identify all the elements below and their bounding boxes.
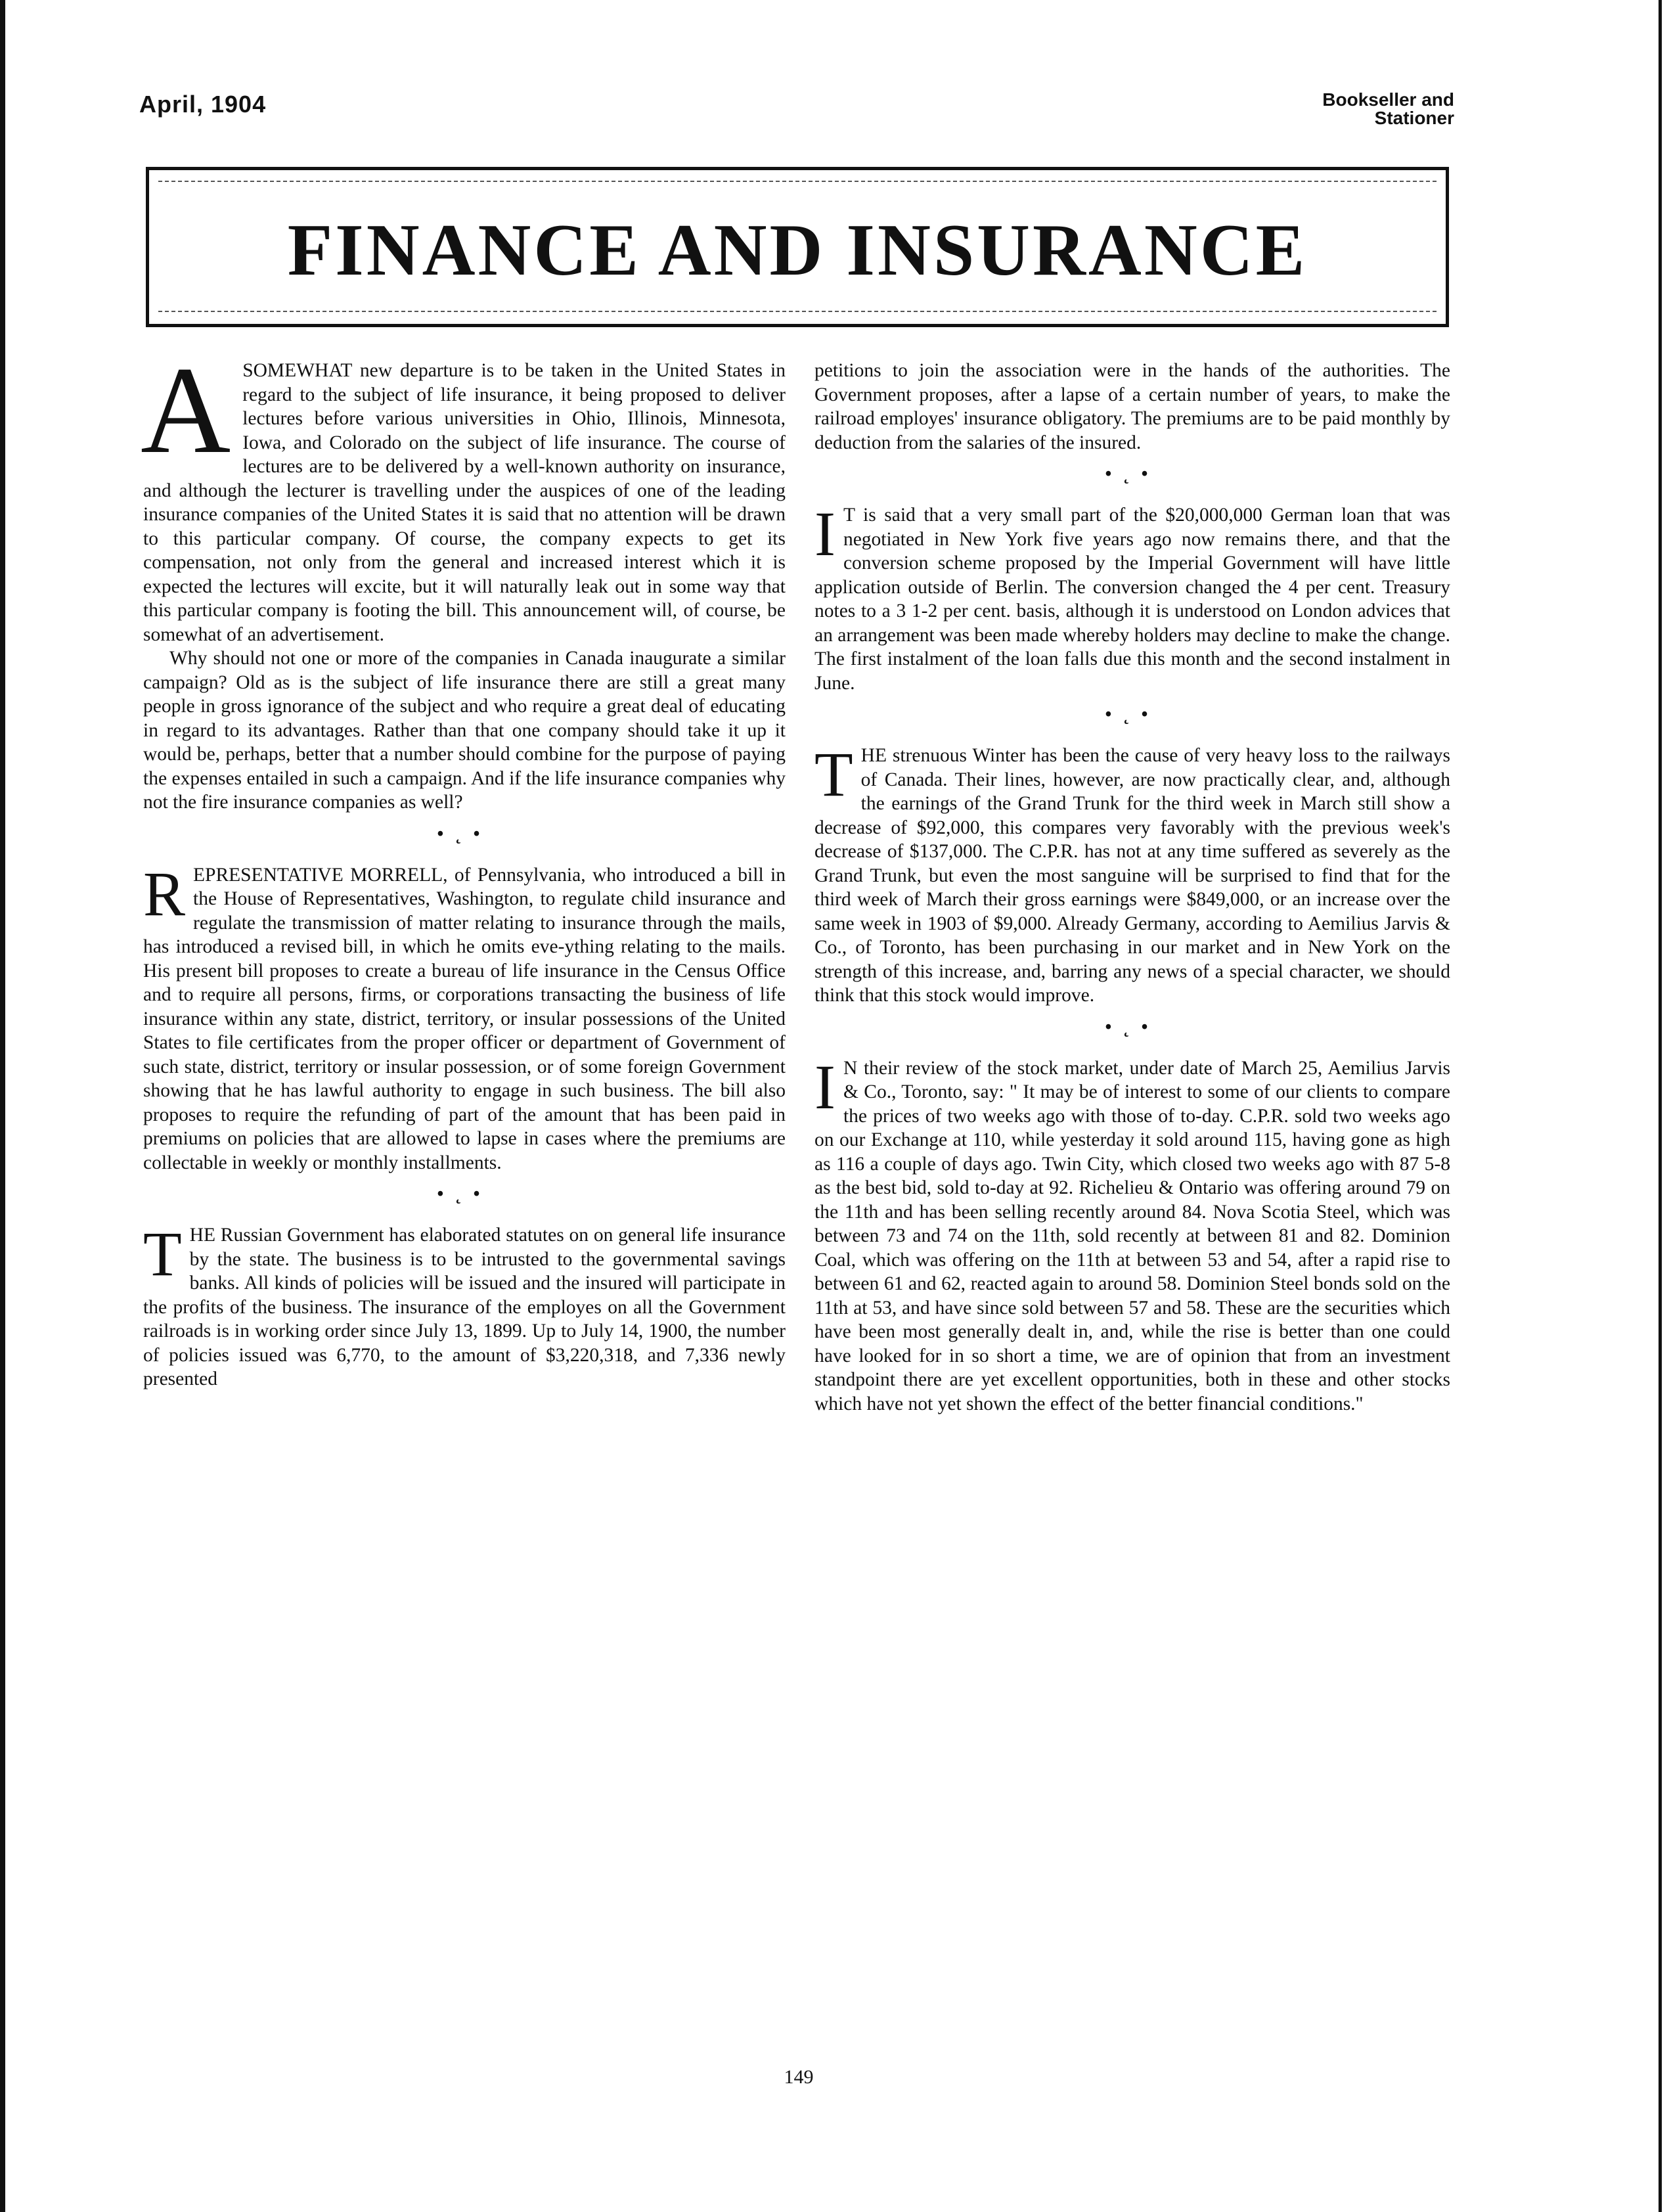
article-paragraph: [814, 1051, 1450, 1416]
section-separator: •˛•: [1105, 1016, 1160, 1037]
page-number: 149: [784, 2066, 814, 2088]
article-russian-government: [143, 1219, 786, 1391]
paragraph-text: HE Russian Government has elaborated statutes on on general life insurance by the state. The business is to be intrusted to the governmental savings banks. All kinds of policies will be issued and the insured will participate in the profits of the business. The insurance of the employes on all the Government railroads is in working order since July 13, 1899. Up to July 14, 1900, the number of policies issued was 6,770, to the amount of $3,220,318, and 7,336 newly presented: [143, 1225, 786, 1389]
publication-name: [1322, 91, 1454, 127]
paragraph-text: HE strenuous Winter has been the cause of very heavy loss to the railways of Canada. Their lines, however, are now practically clear, and, although the earnings of the Grand Trunk for the third week in March still show a decrease of $92,000, this compares very favorably with the previous week's decrease of $137,000. The C.P.R. has not at any time suffered as severely as the Grand Trunk, but even the most sanguine will be surprised to find that for the third week of March their gross earnings were $849,000, or an increase over the same week in 1903 of $9,000. Already Germany, according to Aemilius Jarvis & Co., of Toronto, has been purchasing in our market and in New York on the strength of this increase, and, barring any news of a special character, we should think that this stock would improve.: [814, 745, 1450, 1006]
drop-cap: T: [143, 1219, 182, 1289]
article-german-loan: [814, 499, 1450, 695]
section-separator: •˛•: [1105, 464, 1160, 484]
article-morrell-bill: [143, 858, 786, 1175]
drop-cap: A: [141, 342, 231, 480]
section-separator: •˛•: [437, 1184, 492, 1204]
page-edge-left: [0, 0, 5, 2212]
title-rule-top: [158, 181, 1437, 182]
article-paragraph: [814, 739, 1450, 1008]
right-column: [814, 359, 1450, 1416]
section-separator: •˛•: [1105, 704, 1160, 725]
article-paragraph: [143, 858, 786, 1175]
article-paragraph: [143, 1219, 786, 1391]
paragraph-text: SOMEWHAT new departure is to be taken in the United States in regard to the subject of life insurance, it being proposed to deliver lectures before various universities in Ohio, Illinois, Minnesota, Iowa, and Colorado on the subject of life insurance. The course of lectures are to be delivered by a well-known authority on insurance, and although the lecturer is travelling under the auspices of one of the leading insurance companies of the United States it is said that no attention will be drawn to this particular company. Of course, the company expects to get its compensation, not only from the general and increased interest which it is expected the lectures will excite, but it will naturally leak out in some way that this particular company is footing the bill. This announcement will, of course, be somewhat of an advertisement.: [143, 360, 786, 645]
issue-date: April, 1904: [139, 91, 267, 118]
publication-name-line1: Bookseller and: [1322, 89, 1454, 110]
page-edge-right: [1659, 0, 1662, 2212]
article-paragraph: [141, 342, 786, 646]
publication-name-line2: Stationer: [1374, 108, 1454, 128]
paragraph-text: N their review of the stock market, under date of March 25, Aemilius Jarvis & Co., Toronto, say: " It may be of interest to some of our clients to compare the prices of two weeks ago with those of to-day. C.P.R. sold two weeks ago on our Exchange at 110, while yesterday it sold around 115, having gone as high as 116 a couple of days ago. Twin City, which closed two weeks ago with 87 5-8 as the best bid, sold to-day at 92. Richelieu & Ontario was offering around 79 on the 11th and has been selling recently around 84. Nova Scotia Steel, which was between 73 and 74 on the 11th, sold recently at between 81 and 82. Dominion Coal, which was offering on the 11th at between 53 and 54, after a rapid rise to between 61 and 62, reacted again to around 58. Dominion Steel bonds sold on the 11th at 53, and have since sold between 57 and 58. These are the securities which have been most generally dealt in, and, while the rise is better than one could have looked for in so short a time, we are of opinion that from an investment standpoint there are yet excellent opportunities, both in these and other stocks which have not yet shown the effect of the better financial conditions.": [814, 1057, 1450, 1414]
article-stock-market-review: [814, 1051, 1450, 1416]
left-column: [141, 342, 786, 1391]
article-paragraph: Why should not one or more of the companies in Canada inaugurate a similar campaign? Old as is the subject of life insurance there are still a great many people in gross ignorance of the subject and who require a great deal of educating in regard to its advantages. Rather than that one company should take it up it would be, perhaps, better that a number should combine for the purpose of paying the expenses entailed in such a campaign. And if the life insurance companies why not the fire insurance companies as well?: [143, 648, 786, 813]
paragraph-text: EPRESENTATIVE MORRELL, of Pennsylvania, who introduced a bill in the House of Representatives, Washington, to regulate child insurance and regulate the transmission of matter relating to insurance through the mails, has introduced a revised bill, in which he omits eve-ything relating to the mails. His present bill proposes to create a bureau of life insurance in the Census Office and to require all persons, firms, or corporations transacting the business of life insurance within any state, district, territory, or insular possessions of the United States to file certificates from the proper officer or department of Government of such state, district, territory or insular possession, or of some foreign Government showing that he has lawful authority to engage in such business. The bill also proposes to require the refunding of part of the amount that has been paid in premiums on policies that are allowed to lapse in cases where the premiums are collectable in weekly or monthly installments.: [143, 864, 786, 1173]
section-title-box: [146, 167, 1449, 327]
article-railway-earnings: [814, 739, 1450, 1008]
section-separator: •˛•: [437, 823, 492, 844]
drop-cap: I: [814, 1051, 836, 1122]
article-lecture-campaign: [141, 342, 786, 815]
article-paragraph: [814, 499, 1450, 695]
drop-cap: R: [143, 858, 186, 929]
drop-cap: T: [814, 739, 853, 809]
article-paragraph-continued: petitions to join the association were in the hands of the authorities. The Government proposes, after a lapse of a certain number of years, to make the railroad employes' insurance obligatory. The premiums are to be paid monthly by deduction from the salaries of the insured.: [814, 360, 1450, 453]
drop-cap: I: [814, 499, 836, 569]
section-title: FINANCE AND INSURANCE: [287, 210, 1308, 291]
title-rule-bottom: [158, 311, 1437, 312]
paragraph-text: T is said that a very small part of the $20,000,000 German loan that was negotiated in New York five years ago now remains there, and that the conversion scheme proposed by the Imperial Government will have little application outside of Berlin. The conversion changed the 4 per cent. Treasury notes to a 3 1-2 per cent. basis, although it is understood on London advices that an arrangement was been made whereby holders may decline to make the change. The first instalment of the loan falls due this month and the second instalment in June.: [814, 505, 1450, 694]
